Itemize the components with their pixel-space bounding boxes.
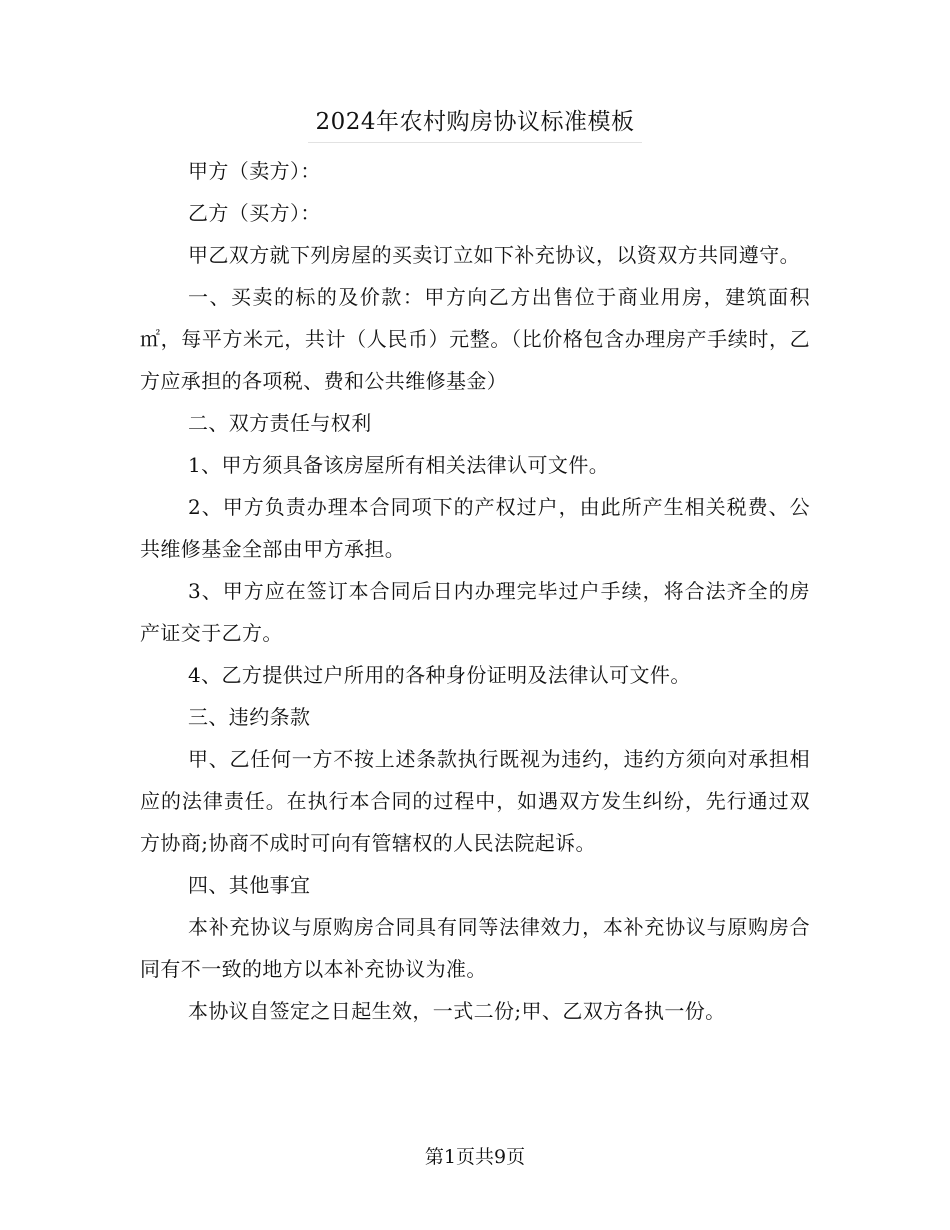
document-body: [140, 150, 810, 1032]
clause-1-paragraph: 一、买卖的标的及价款：甲方向乙方出售位于商业用房，建筑面积㎡，每平方米元，共计（人民币）元整。（比价格包含办理房产手续时，乙方应承担的各项税、费和公共维修基金）: [140, 285, 810, 393]
section-2-heading: 二、双方责任与权利: [188, 411, 372, 435]
page-number-footer: 第1页共9页: [424, 1146, 526, 1168]
clause-2-1-paragraph: 1、甲方须具备该房屋所有相关法律认可文件。: [188, 453, 610, 477]
document-title: 2024年农村购房协议标准模板: [315, 109, 635, 135]
clause-2-4-paragraph: 4、乙方提供过户所用的各种身份证明及法律认可文件。: [188, 663, 691, 687]
clause-4-1-paragraph: 本补充协议与原购房合同具有同等法律效力，本补充协议与原购房合同有不一致的地方以本补充协议为准。: [140, 915, 810, 981]
clause-2-2-paragraph: 2、甲方负责办理本合同项下的产权过户，由此所产生相关税费、公共维修基金全部由甲方承担。: [140, 495, 810, 561]
intro-paragraph: 甲乙双方就下列房屋的买卖订立如下补充协议，以资双方共同遵守。: [188, 243, 800, 267]
clause-4-2-paragraph: 本协议自签定之日起生效，一式二份;甲、乙双方各执一份。: [188, 999, 726, 1023]
section-3-heading: 三、违约条款: [188, 705, 311, 729]
section-4-heading: 四、其他事宜: [188, 873, 311, 897]
party-a-line: 甲方（卖方）：: [188, 159, 321, 183]
party-b-line: 乙方（买方）：: [188, 201, 321, 225]
clause-2-3-paragraph: 3、甲方应在签订本合同后日内办理完毕过户手续，将合法齐全的房产证交于乙方。: [140, 579, 810, 645]
title-underline: [308, 142, 642, 143]
clause-3-paragraph: 甲、乙任何一方不按上述条款执行既视为违约，违约方须向对承担相应的法律责任。在执行本合同的过程中，如遇双方发生纠纷，先行通过双方协商;协商不成时可向有管辖权的人民法院起诉。: [140, 747, 810, 855]
